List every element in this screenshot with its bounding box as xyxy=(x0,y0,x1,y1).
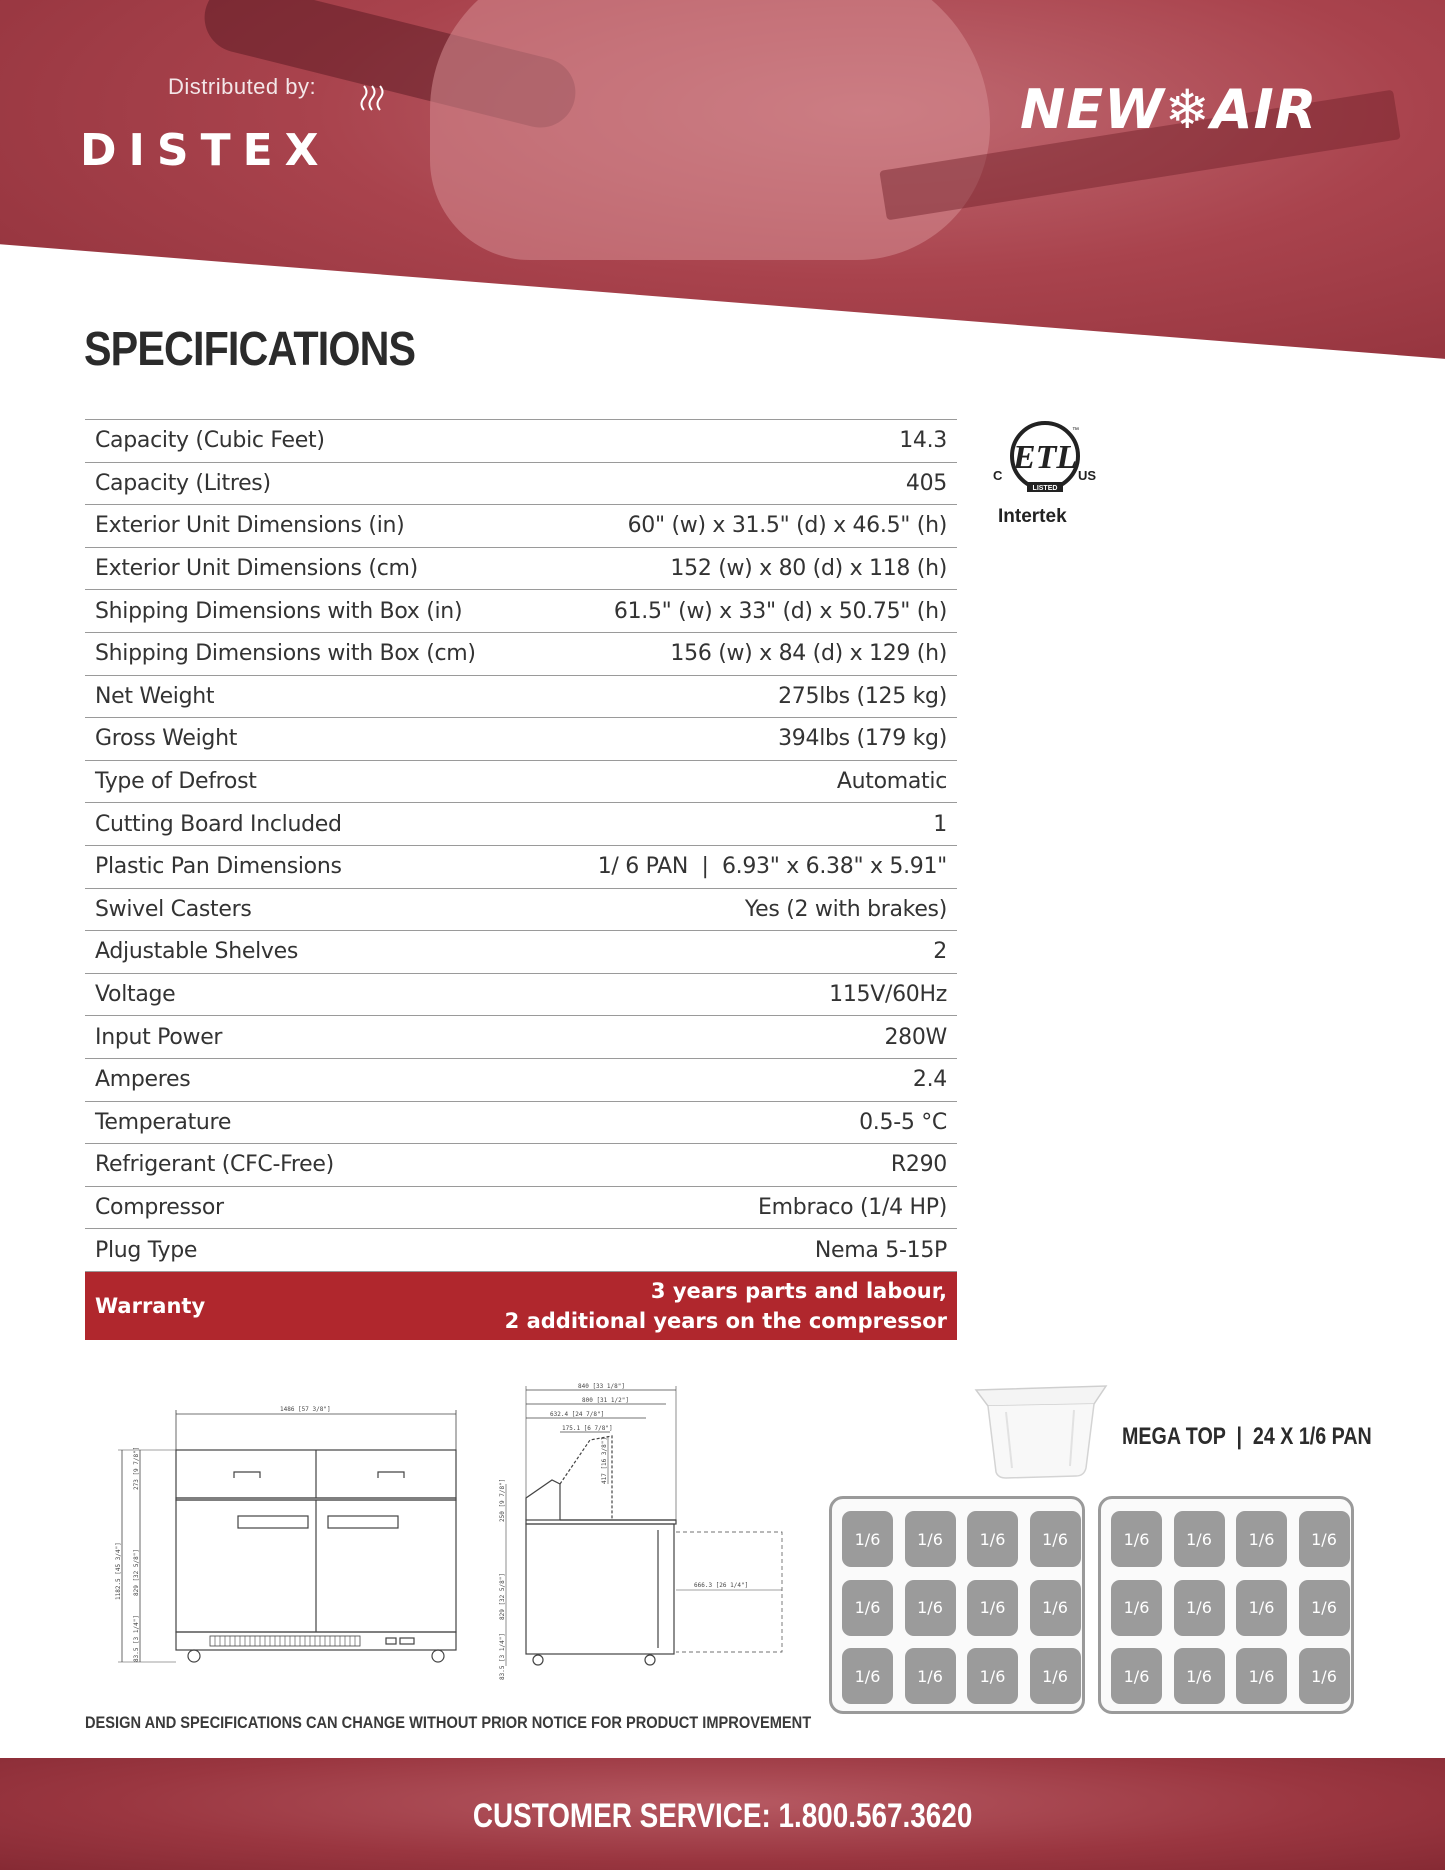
spec-row-shelves xyxy=(85,931,957,974)
spec-row-gross-weight xyxy=(85,718,957,761)
spec-value: Yes (2 with brakes) xyxy=(744,896,947,922)
customer-service-text: CUSTOMER SERVICE: 1.800.567.3620 xyxy=(472,1797,973,1835)
spec-value: Nema 5-15P xyxy=(814,1237,947,1263)
spec-label: Plug Type xyxy=(95,1237,198,1263)
warranty-line-1: 3 years parts and labour, xyxy=(650,1278,947,1303)
spec-label: Adjustable Shelves xyxy=(95,939,299,965)
spec-label: Amperes xyxy=(95,1067,191,1093)
side-view-drawing xyxy=(490,1380,790,1685)
pan-panel-right xyxy=(1098,1496,1354,1714)
warranty-value xyxy=(505,1276,947,1336)
spec-row-refrigerant xyxy=(85,1144,957,1187)
pan-slot: 1/6 xyxy=(967,1648,1018,1704)
pan-slot: 1/6 xyxy=(1299,1511,1350,1567)
front-width-dim: 1486 [57 3/8"] xyxy=(280,1406,331,1413)
mega-top-title: MEGA TOP | 24 X 1/6 PAN xyxy=(1122,1423,1372,1450)
spec-label: Refrigerant (CFC-Free) xyxy=(95,1152,334,1178)
spec-label: Capacity (Cubic Feet) xyxy=(95,428,325,454)
pan-slot: 1/6 xyxy=(1174,1511,1225,1567)
spec-row-cutting-board xyxy=(85,803,957,846)
pan-slot: 1/6 xyxy=(1030,1511,1081,1567)
etl-c-label: C xyxy=(993,468,1003,483)
distributed-by-label: Distributed by: xyxy=(168,74,317,99)
front-top-height-dim: 273 [9 7/8"] xyxy=(133,1446,140,1490)
pan-slot: 1/6 xyxy=(1299,1580,1350,1636)
spec-row-compressor xyxy=(85,1187,957,1230)
spec-row-shipping-cm xyxy=(85,633,957,676)
side-body-dim: 829 [32 5/8"] xyxy=(499,1573,506,1620)
spec-row-capacity-litres xyxy=(85,463,957,506)
pan-slot: 1/6 xyxy=(1236,1580,1287,1636)
spec-label: Exterior Unit Dimensions (cm) xyxy=(95,556,418,582)
etl-letters: ETL xyxy=(1012,439,1078,476)
side-dim-3: 632.4 [24 7/8"] xyxy=(550,1411,605,1418)
spec-row-defrost xyxy=(85,761,957,804)
spec-label: Net Weight xyxy=(95,683,215,709)
spec-row-input-power xyxy=(85,1016,957,1059)
spec-row-capacity-cuft xyxy=(85,420,957,463)
pan-slot: 1/6 xyxy=(842,1648,893,1704)
spec-row-casters xyxy=(85,889,957,932)
spec-label: Input Power xyxy=(95,1024,223,1050)
pan-slot: 1/6 xyxy=(905,1580,956,1636)
etl-us-label: US xyxy=(1078,468,1097,483)
spec-label: Swivel Casters xyxy=(95,896,252,922)
pan-slot: 1/6 xyxy=(1236,1511,1287,1567)
spec-label: Gross Weight xyxy=(95,726,238,752)
customer-service-line xyxy=(0,1797,1445,1836)
pan-slot: 1/6 xyxy=(1111,1580,1162,1636)
hand-image xyxy=(430,0,990,260)
spec-value: 2 xyxy=(933,939,947,965)
pan-slot: 1/6 xyxy=(967,1511,1018,1567)
spec-row-net-weight xyxy=(85,676,957,719)
spec-value: 61.5" (w) x 33" (d) x 50.75" (h) xyxy=(613,598,947,624)
spec-label: Plastic Pan Dimensions xyxy=(95,854,342,880)
food-pan-image xyxy=(966,1372,1116,1482)
warranty-label: Warranty xyxy=(95,1293,206,1318)
spec-label: Cutting Board Included xyxy=(95,811,342,837)
spec-label: Capacity (Litres) xyxy=(95,470,271,496)
pan-slot: 1/6 xyxy=(967,1580,1018,1636)
front-view-drawing xyxy=(110,1400,480,1685)
spec-value: 280W xyxy=(884,1024,947,1050)
side-dim-4: 175.1 [6 7/8"] xyxy=(562,1425,613,1432)
spec-value: 152 (w) x 80 (d) x 118 (h) xyxy=(670,556,947,582)
spec-row-exterior-in xyxy=(85,505,957,548)
disclaimer-note: DESIGN AND SPECIFICATIONS CAN CHANGE WITHOUT PRIOR NOTICE FOR PRODUCT IMPROVEMENT xyxy=(85,1713,812,1732)
side-base-dim: 83.5 [3 1/4"] xyxy=(499,1633,506,1680)
spec-value: 14.3 xyxy=(899,428,947,454)
pan-slot: 1/6 xyxy=(1111,1648,1162,1704)
newair-logo: NEW❄AIR xyxy=(1020,78,1318,141)
spec-label: Type of Defrost xyxy=(95,769,257,795)
spec-row-voltage xyxy=(85,974,957,1017)
etl-listed-label: LISTED xyxy=(1032,485,1058,492)
warranty-row xyxy=(85,1272,957,1340)
spec-table xyxy=(85,419,957,1340)
spec-value: 405 xyxy=(905,470,947,496)
spec-value: 1 xyxy=(933,811,947,837)
side-dim-1: 840 [33 1/8"] xyxy=(578,1383,625,1390)
side-lid-dim: 417 [16 3/8"] xyxy=(601,1437,608,1484)
spec-label: Shipping Dimensions with Box (cm) xyxy=(95,641,476,667)
spec-row-temperature xyxy=(85,1102,957,1145)
spec-value: 115V/60Hz xyxy=(829,982,947,1008)
pan-slot: 1/6 xyxy=(905,1648,956,1704)
pan-slot: 1/6 xyxy=(1111,1511,1162,1567)
warranty-line-2: 2 additional years on the compressor xyxy=(504,1308,947,1333)
side-top-dim: 250 [9 7/8"] xyxy=(499,1478,506,1522)
spec-label: Voltage xyxy=(95,982,176,1008)
header-banner xyxy=(0,0,1445,370)
pan-slot: 1/6 xyxy=(1236,1648,1287,1704)
spec-label: Temperature xyxy=(95,1109,232,1135)
distex-logo: DISTEX xyxy=(80,125,331,176)
side-door-dim: 666.3 [26 1/4"] xyxy=(694,1582,749,1589)
spec-label: Exterior Unit Dimensions (in) xyxy=(95,513,405,539)
spec-value: 60" (w) x 31.5" (d) x 46.5" (h) xyxy=(627,513,947,539)
steam-icon xyxy=(358,84,388,124)
pan-slot: 1/6 xyxy=(1174,1648,1225,1704)
spec-row-amperes xyxy=(85,1059,957,1102)
front-base-height-dim: 83.5 [3 1/4"] xyxy=(133,1615,140,1662)
spec-row-exterior-cm xyxy=(85,548,957,591)
pan-panel-left xyxy=(829,1496,1085,1714)
pan-slot: 1/6 xyxy=(1174,1580,1225,1636)
spec-row-plug-type xyxy=(85,1229,957,1272)
spec-value: 0.5-5 °C xyxy=(859,1109,947,1135)
spec-label: Compressor xyxy=(95,1194,224,1220)
spec-value: 2.4 xyxy=(912,1067,947,1093)
front-body-height-dim: 829 [32 5/8"] xyxy=(133,1549,140,1596)
spec-value: 394lbs (179 kg) xyxy=(778,726,947,752)
side-dim-2: 800 [31 1/2"] xyxy=(582,1397,629,1404)
spec-row-pan-dimensions xyxy=(85,846,957,889)
pan-slot: 1/6 xyxy=(842,1580,893,1636)
spec-value: R290 xyxy=(890,1152,947,1178)
spec-value: Automatic xyxy=(836,769,947,795)
spec-value: 1/ 6 PAN | 6.93" x 6.38" x 5.91" xyxy=(597,854,947,880)
spec-value: 275lbs (125 kg) xyxy=(778,683,947,709)
pan-slot: 1/6 xyxy=(905,1511,956,1567)
pan-slot: 1/6 xyxy=(1030,1580,1081,1636)
spec-row-shipping-in xyxy=(85,590,957,633)
intertek-label: Intertek xyxy=(998,506,1067,527)
page-title: SPECIFICATIONS xyxy=(84,323,416,376)
pan-slot: 1/6 xyxy=(842,1511,893,1567)
pan-slot: 1/6 xyxy=(1030,1648,1081,1704)
etl-trademark: ™ xyxy=(1072,427,1079,434)
front-total-height-dim: 1182.5 [45 3/4"] xyxy=(115,1542,122,1600)
spec-label: Shipping Dimensions with Box (in) xyxy=(95,598,463,624)
spec-value: 156 (w) x 84 (d) x 129 (h) xyxy=(670,641,947,667)
pan-slot: 1/6 xyxy=(1299,1648,1350,1704)
spec-value: Embraco (1/4 HP) xyxy=(758,1194,947,1220)
